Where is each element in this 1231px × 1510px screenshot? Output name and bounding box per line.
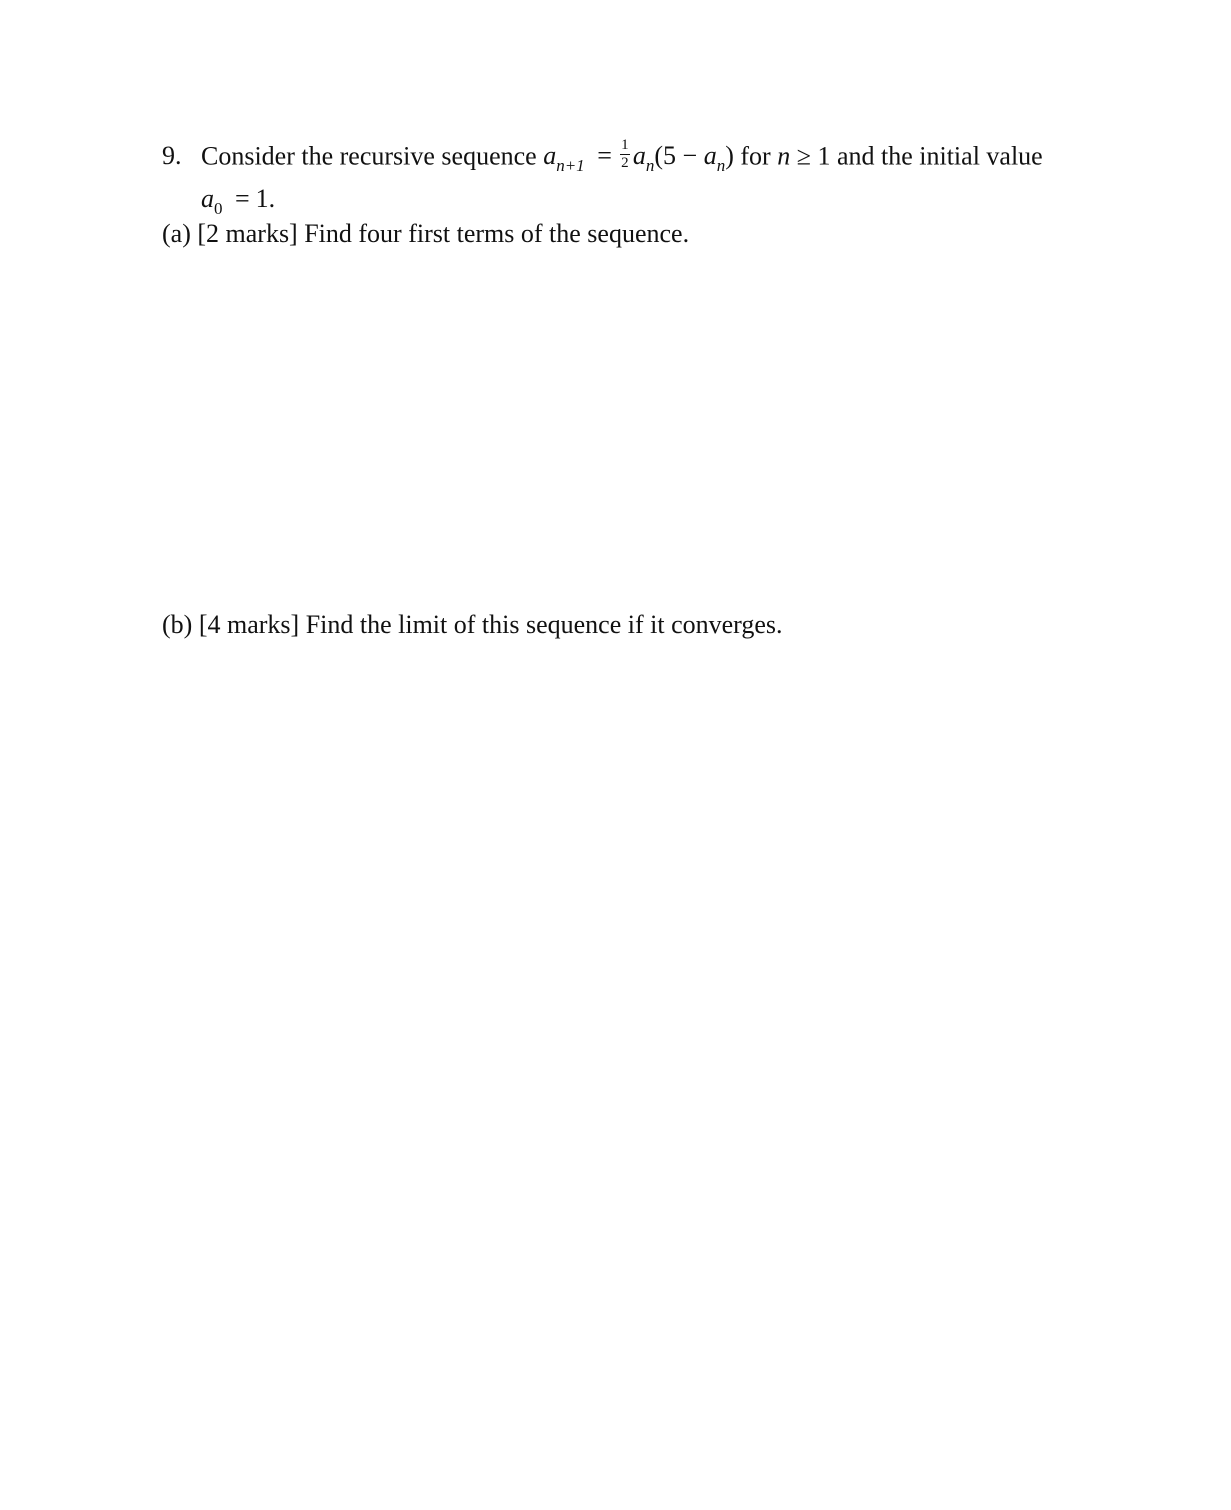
fraction-denominator: 2 (621, 155, 629, 171)
question-intro: Consider the recursive sequence (201, 141, 537, 171)
formula-fraction (620, 138, 630, 171)
initial-equals: = (235, 184, 250, 213)
condition-var: n (777, 141, 791, 171)
question-number: 9. (162, 141, 182, 171)
formula-inner-var: a (703, 141, 717, 171)
recursive-formula (543, 137, 740, 176)
condition-rest: ≥ 1 and the initial value (796, 141, 1043, 171)
initial-subscript: 0 (214, 199, 223, 218)
part-b-label: (b) (162, 610, 193, 639)
part-a-text: Find four first terms of the sequence. (304, 219, 690, 248)
part-b (162, 612, 783, 638)
formula-var: a (632, 141, 646, 171)
part-b-marks: [4 marks] (198, 610, 300, 639)
formula-lhs-var: a (543, 141, 557, 171)
formula-paren-open: (5 − (654, 141, 698, 171)
formula-inner-subscript: n (716, 156, 726, 176)
formula-lhs-subscript: n+1 (556, 156, 585, 176)
fraction-numerator: 1 (621, 137, 629, 153)
formula-var-subscript: n (645, 156, 655, 176)
part-a (162, 221, 689, 247)
question-9-statement (162, 137, 1043, 176)
initial-value-number: 1. (255, 184, 276, 213)
formula-paren-close: ) (725, 141, 734, 171)
part-a-label: (a) (162, 219, 191, 248)
condition-for: for (740, 141, 771, 171)
initial-value (201, 184, 276, 218)
initial-var: a (201, 184, 214, 213)
part-a-marks: [2 marks] (197, 219, 298, 248)
formula-equals: = (597, 141, 612, 171)
part-b-text: Find the limit of this sequence if it converges. (305, 610, 783, 639)
